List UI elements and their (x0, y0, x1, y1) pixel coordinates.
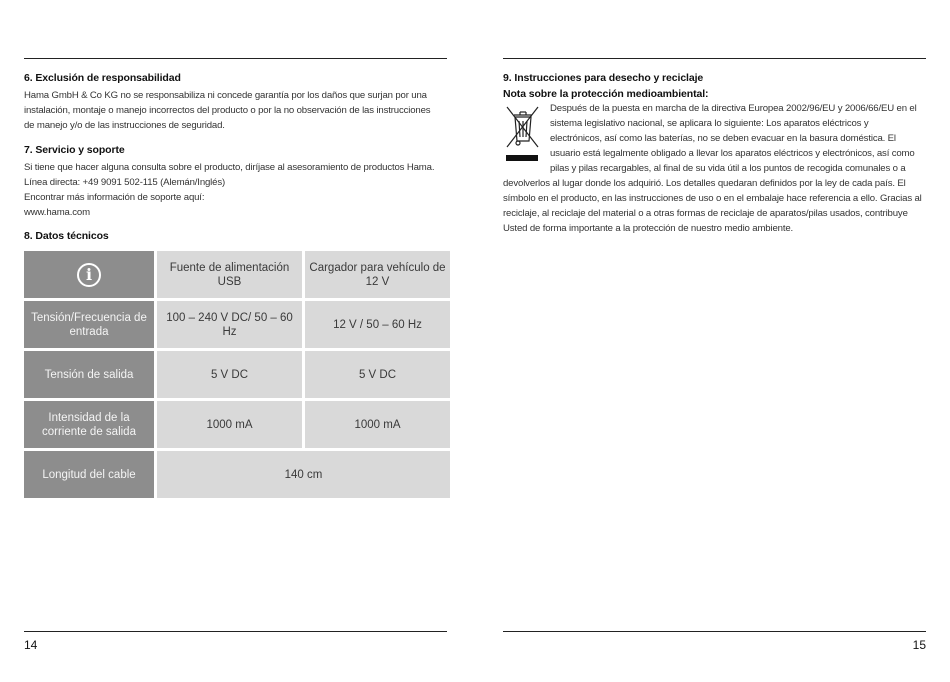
text-line: símbolo en el producto, en las instrucciones de uso o en el embalaje hace referencia a ello. Gracias al (503, 193, 922, 204)
text-line: Línea directa: +49 9091 502-115 (Alemán/Inglés) (24, 177, 226, 188)
text-line: sistema legislativo nacional, se aplicara lo siguiente: Los aparatos eléctricos y (550, 118, 869, 129)
bottom-rule (503, 631, 926, 632)
website-link: www.hama.com (24, 207, 90, 218)
table-row (24, 351, 450, 398)
row-header: Longitud del cable (24, 451, 154, 498)
table-cell: 12 V / 50 – 60 Hz (305, 301, 450, 348)
section-7-heading: 7. Servicio y soporte (24, 144, 125, 156)
info-icon: i (77, 263, 101, 287)
text-line: pilas y pilas recargables, al final de su vida útil a los puntos de recogida comunales o a (550, 163, 906, 174)
row-header: Tensión/Frecuencia de entrada (24, 301, 154, 348)
text-line: Si tiene que hacer alguna consulta sobre el producto, diríjase al asesoramiento de productos Hama. (24, 162, 435, 173)
table-cell: 100 – 240 V DC/ 50 – 60 Hz (157, 301, 302, 348)
text-line: Después de la puesta en marcha de la directiva Europea 2002/96/EU y 2006/66/EU en el (550, 103, 917, 114)
text-line: electrónicos, así como las baterías, no se deben evacuar en la basura doméstica. El (550, 133, 896, 144)
technical-data-table (21, 248, 453, 501)
crossed-out-wheelie-bin-icon (505, 103, 539, 167)
page-number: 15 (912, 638, 926, 652)
section-8-heading: 8. Datos técnicos (24, 230, 109, 242)
row-header: Intensidad de la corriente de salida (24, 401, 154, 448)
disposal-text-wrapped (550, 101, 926, 176)
left-page (24, 0, 447, 682)
table-row (24, 451, 450, 498)
text-line: Hama GmbH & Co KG no se responsabiliza ni concede garantía por los daños que surjan por una (24, 90, 427, 101)
disposal-text (503, 176, 926, 236)
section-6-text (24, 88, 430, 133)
environment-note-heading: Nota sobre la protección medioambiental: (503, 88, 709, 100)
bottom-rule (24, 631, 447, 632)
table-cell-merged: 140 cm (157, 451, 450, 498)
table-header-row (24, 251, 450, 298)
top-rule (24, 58, 447, 59)
text-line: reciclaje, al reciclaje del material o a otras formas de reciclaje de aparatos/pilas usados, contribuye (503, 208, 908, 219)
section-9-heading: 9. Instrucciones para desecho y reciclaje (503, 72, 704, 84)
column-header-car-charger: Cargador para vehículo de 12 V (305, 251, 450, 298)
table-row (24, 401, 450, 448)
text-line: instalación, montaje o manejo incorrectos del producto o por la no observación de las instrucciones (24, 105, 431, 116)
page-number: 14 (24, 638, 38, 652)
section-6-heading: 6. Exclusión de responsabilidad (24, 72, 181, 84)
table-cell: 1000 mA (157, 401, 302, 448)
table-cell: 5 V DC (157, 351, 302, 398)
text-line: de manejo y/o de las instrucciones de seguridad. (24, 120, 225, 131)
table-corner (24, 251, 154, 298)
column-header-usb: Fuente de alimentación USB (157, 251, 302, 298)
row-header: Tensión de salida (24, 351, 154, 398)
text-line: devolverlos al lugar donde los adquirió. Los detalles quedaran definidos por la ley de cada país. El (503, 178, 906, 189)
table-cell: 1000 mA (305, 401, 450, 448)
text-line: Usted de forma importante a la protección de nuestro medio ambiente. (503, 223, 794, 234)
table-row (24, 301, 450, 348)
text-line: usuario está legalmente obligado a llevar los aparatos eléctricos y electrónicos, así como (550, 148, 915, 159)
section-7-text (24, 160, 434, 220)
right-page (503, 0, 926, 682)
text-line: Encontrar más información de soporte aquí: (24, 192, 205, 203)
top-rule (503, 58, 926, 59)
table-cell: 5 V DC (305, 351, 450, 398)
